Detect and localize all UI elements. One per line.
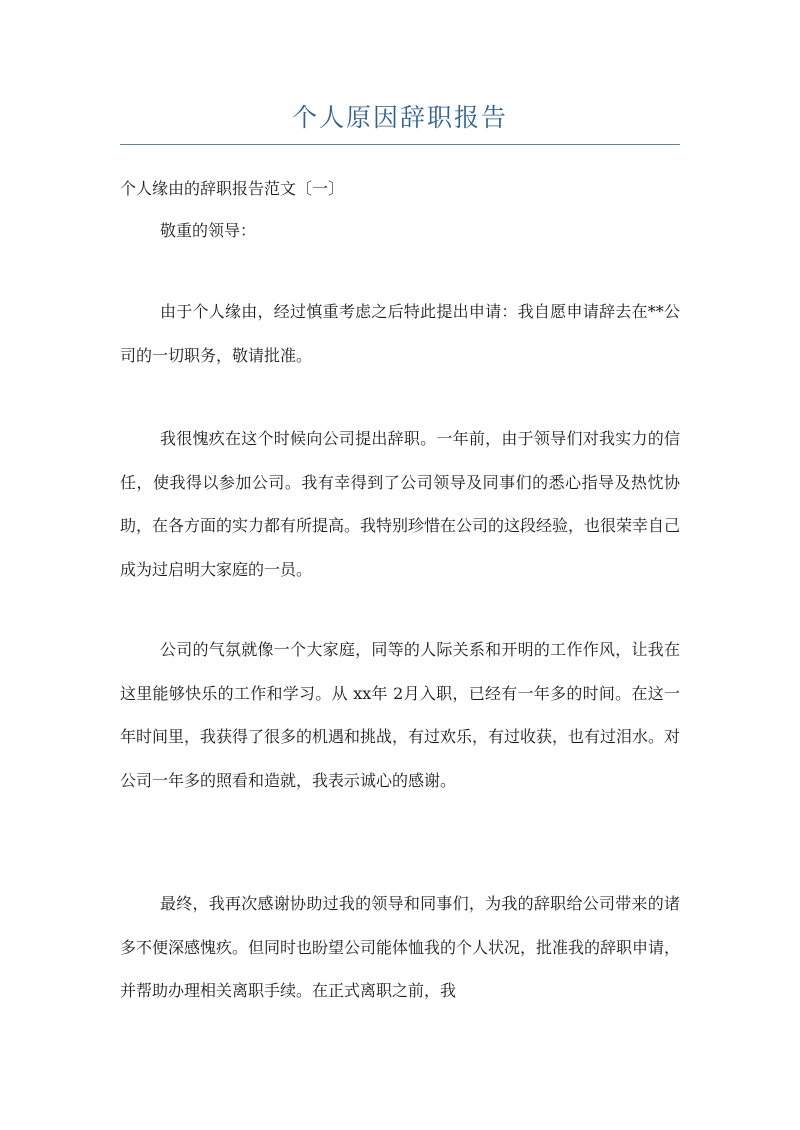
salutation: 敬重的领导： xyxy=(160,221,257,240)
paragraph-3: 公司的气氛就像一个大家庭，同等的人际关系和开明的工作作风，让我在这里能够快乐的工作和学习。从 xx年 2月入职，已经有一年多的时间。在这一年时间里，我获得了很多的机遇和挑战，有过欢乐，有过收获，也有过泪水。对公司一年多的照看和造就，我表示诚心的感谢。 xyxy=(120,640,681,790)
document-subtitle: 个人缘由的辞职报告范文〔一〕 xyxy=(120,179,345,198)
title-underline xyxy=(120,144,680,145)
paragraph-1: 由于个人缘由，经过慎重考虑之后特此提出申请：我自愿申请辞去在**公司的一切职务，敬请批准。 xyxy=(120,302,680,365)
paragraph-2: 我很愧疚在这个时候向公司提出辞职。一年前，由于领导们对我实力的信任，使我得以参加公司。我有幸得到了公司领导及同事们的悉心指导及热忱协助，在各方面的实力都有所提高。我特别珍惜在公司的这段经验，也很荣幸自己成为过启明大家庭的一员。 xyxy=(120,429,681,579)
document-title: 个人原因辞职报告 xyxy=(291,103,508,132)
paragraph-4: 最终，我再次感谢协助过我的领导和同事们，为我的辞职给公司带来的诸多不便深感愧疚。但同时也盼望公司能体恤我的个人状况，批准我的辞职申请，并帮助办理相关离职手续。在正式离职之前，我 xyxy=(120,894,681,1000)
